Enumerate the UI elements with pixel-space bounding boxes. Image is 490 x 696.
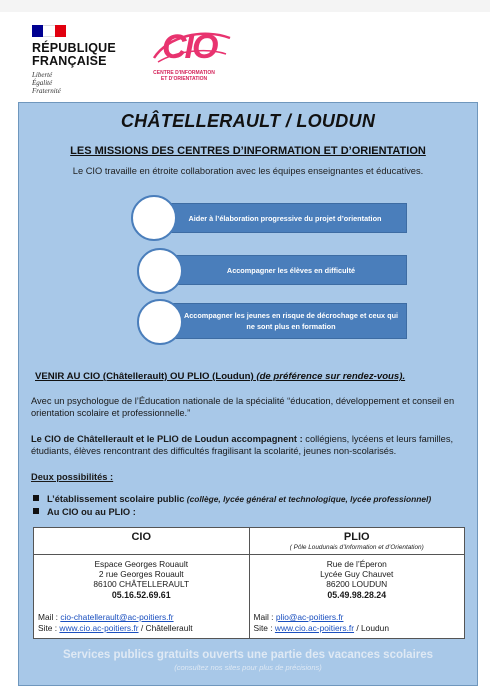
square-bullet-icon [33, 508, 39, 514]
cio-site-label: Site : [38, 623, 60, 633]
rf-motto-3: Fraternité [32, 87, 61, 95]
missions-heading: LES MISSIONS DES CENTRES D’INFORMATION ET D’ORIENTATION [70, 145, 426, 157]
mission-item-2 [159, 255, 407, 285]
cio-mail-label: Mail : [38, 612, 61, 622]
deux-possibilites-heading: Deux possibilités : [31, 472, 114, 482]
plio-site-label: Site : [253, 623, 275, 633]
mission-bullet-2-icon [137, 248, 183, 294]
rf-title-line1: RÉPUBLIQUE [32, 41, 116, 55]
mission-bullet-3-icon [137, 299, 183, 345]
cio-logo-sub-1: CENTRE D'INFORMATION [153, 70, 215, 76]
option-cio-plio-label: Au CIO ou au PLIO : [47, 507, 136, 517]
cio-logo-sub-2: ET D'ORIENTATION [160, 76, 208, 82]
cio-address-line3: 86100 CHÂTELLERAULT [93, 579, 190, 589]
venir-italic: (de préférence sur rendez-vous). [253, 371, 406, 382]
mission-item-3 [159, 303, 407, 339]
plio-phone: 05.49.98.28.24 [327, 590, 387, 600]
mission-bullet-1-icon [131, 195, 177, 241]
rf-motto-1: Liberté [32, 71, 53, 79]
option-etablissement-label: L’établissement scolaire public [47, 494, 185, 504]
plio-address-line2: Lycée Guy Chauvet [320, 569, 394, 579]
intro-text: Le CIO travaille en étroite collaboration avec les équipes enseignantes et éducatives. [72, 166, 424, 176]
contact-table [33, 527, 465, 639]
plio-heading: PLIO [343, 531, 370, 543]
cio-logo-text: CIO [162, 28, 217, 66]
page-title: CHÂTELLERAULT / LOUDUN [120, 111, 376, 131]
plio-address-line3: 86200 LOUDUN [326, 579, 388, 589]
plio-subtitle: ( Pôle Loudunais d’Information et d’Orientation) [289, 544, 424, 551]
plio-contact [254, 612, 389, 634]
footer-note: (consultez nos sites pour plus de précisions) [174, 663, 322, 672]
mission-item-2-label: Accompagner les élèves en difficulté [226, 265, 356, 275]
cio-phone: 05.16.52.69.61 [111, 590, 171, 600]
plio-address [250, 559, 465, 589]
footer-services: Services publics gratuits ouverts une partie des vacances scolaires [62, 649, 434, 661]
cio-column [34, 528, 249, 638]
cio-address [34, 559, 249, 589]
cio-logo-subtitle [148, 70, 220, 82]
venir-heading [35, 371, 405, 382]
mission-item-1-label: Aider à l’élaboration progressive du projet d’orientation [188, 213, 382, 223]
mission-item-3-label: Accompagner les jeunes en risque de décrochage et ceux qui ne sont plus en formation [183, 311, 399, 331]
cio-address-line1: Espace Georges Rouault [94, 559, 189, 569]
cio-site-suffix: / Châtellerault [138, 623, 193, 633]
cio-address-line2: 2 rue Georges Rouault [98, 569, 184, 579]
rf-title [32, 42, 116, 68]
mission-item-1 [147, 203, 407, 233]
rf-motto [32, 71, 116, 95]
cio-contact [38, 612, 193, 634]
plio-column [249, 528, 465, 638]
plio-mail-link[interactable]: plio@ac-poitiers.fr [275, 612, 344, 622]
cio-heading: CIO [131, 531, 152, 543]
rf-title-line2: FRANÇAISE [32, 54, 107, 68]
plio-site-link[interactable]: www.cio.ac-poitiers.fr [274, 623, 355, 633]
option-etablissement-detail: (collège, lycée général et technologique, lycée professionnel) [184, 494, 432, 504]
cio-site-link[interactable]: www.cio.ac-poitiers.fr [59, 623, 139, 633]
republique-francaise-logo [32, 25, 116, 95]
top-band [0, 0, 490, 12]
marianne-flag-icon [32, 25, 66, 37]
psychologue-paragraph: Avec un psychologue de l’Éducation nationale de la spécialité “éducation, développement et conseil en orientation scolaire et professionnelle.” [31, 396, 455, 418]
rf-motto-2: Égalité [32, 79, 53, 87]
plio-site-suffix: / Loudun [354, 623, 389, 633]
plio-mail-label: Mail : [253, 612, 276, 622]
option-etablissement [33, 494, 431, 504]
public-paragraph-rest: collégiens, lycéens et leurs familles, étudiants, élèves rencontrant des difficultés fragilisant la scolarité, jeunes non-scolarisés. [31, 434, 454, 456]
public-paragraph [31, 433, 471, 457]
cio-mail-link[interactable]: cio-chatellerault@ac-poitiers.fr [60, 612, 174, 622]
plio-address-line1: Rue de l’Éperon [326, 559, 387, 569]
option-cio-plio [33, 507, 136, 517]
venir-main: VENIR AU CIO (Châtellerault) OU PLIO (Loudun) [35, 371, 254, 382]
public-paragraph-bold: Le CIO de Châtellerault et le PLIO de Loudun accompagnent : [31, 434, 303, 444]
square-bullet-icon [33, 495, 39, 501]
cio-logo [148, 30, 238, 82]
info-panel [18, 102, 478, 686]
